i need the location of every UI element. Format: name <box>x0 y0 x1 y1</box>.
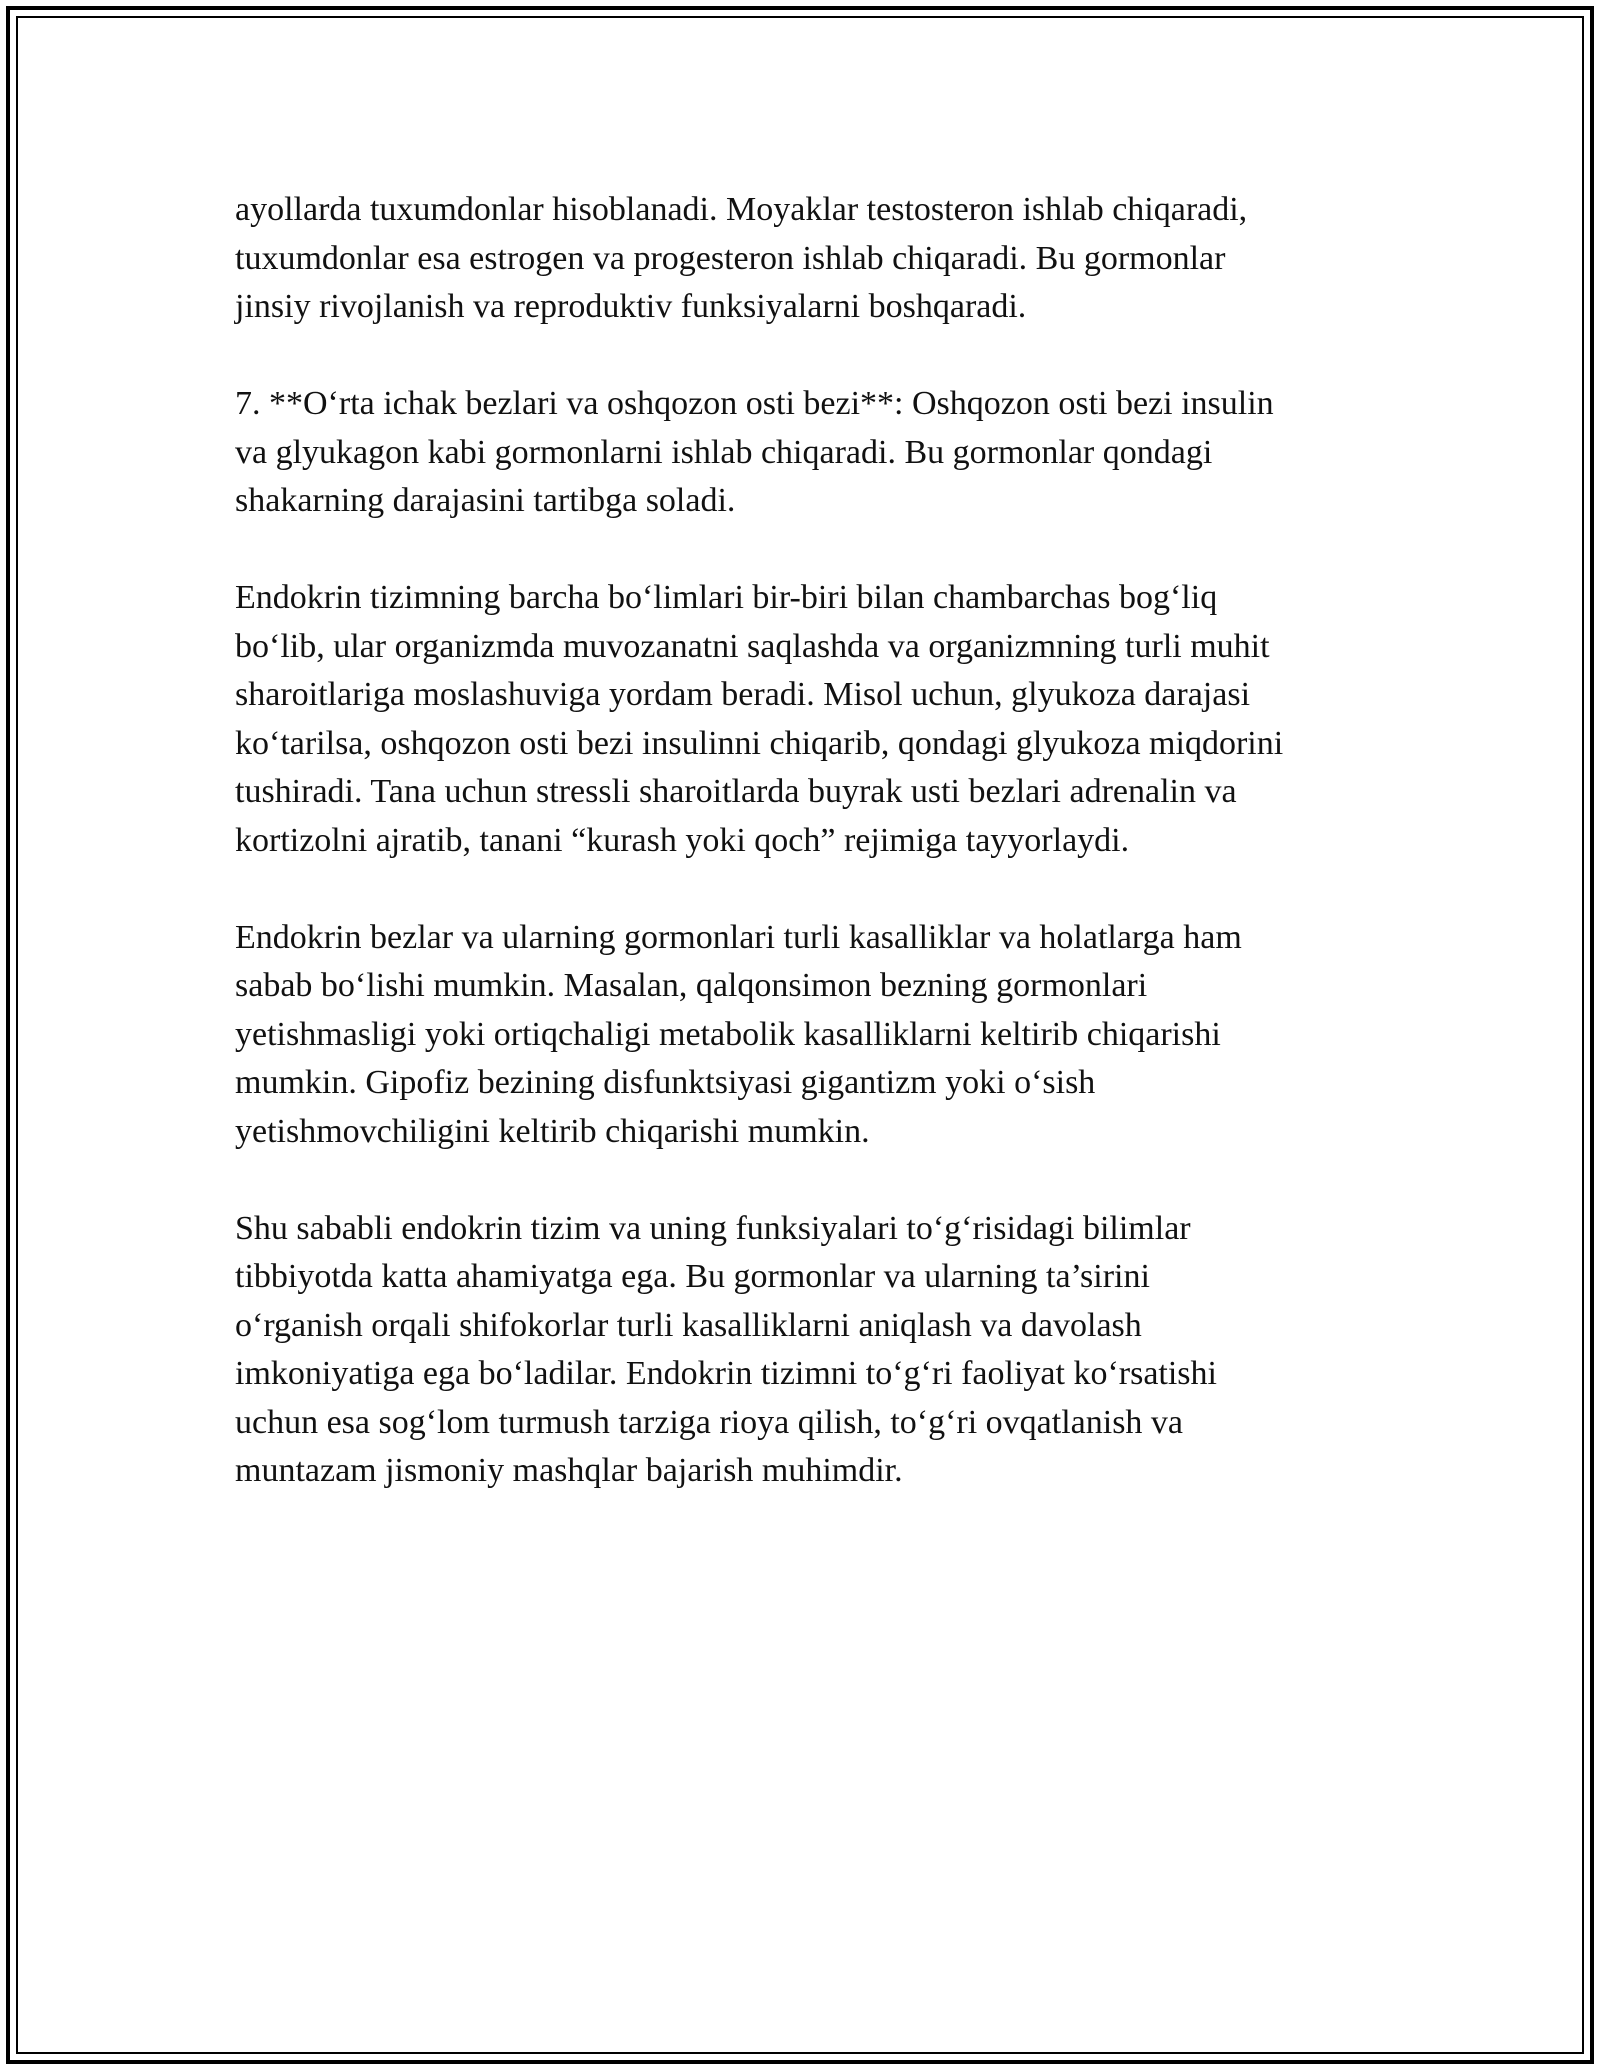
paragraph-ovaries-hormones: ayollarda tuxumdonlar hisoblanadi. Moyaklar testosteron ishlab chiqaradi, tuxumdonlar esa estrogen va progesteron ishlab chiqaradi. Bu gormonlar jinsiy rivojlanish va reproduktiv funksiyalarni boshqaradi. <box>235 191 1248 325</box>
document-body <box>235 186 1385 1544</box>
paragraph-diseases: Endokrin bezlar va ularning gormonlari turli kasalliklar va holatlarga ham sabab bo‘lishi mumkin. Masalan, qalqonsimon bezning gormonlari yetishmasligi yoki ortiqchaligi metabolik kasalliklarni keltirib chiqarishi mumkin. Gipofiz bezining disfunktsiyasi gigantizm yoki o‘sish yetishmovchiligini keltirib chiqarishi mumkin. <box>235 918 1242 1150</box>
paragraph-conclusion: Shu sababli endokrin tizim va uning funksiyalari to‘g‘risidagi bilimlar tibbiyotda katta ahamiyatga ega. Bu gormonlar va ularning ta’sirini o‘rganish orqali shifokorlar turli kasalliklarni aniqlash va davolash imkoniyatiga ega bo‘ladilar. Endokrin tizimni to‘g‘ri faoliyat ko‘rsatishi uchun esa sog‘lom turmush tarziga rioya qilish, to‘g‘ri ovqatlanish va muntazam jismoniy mashqlar bajarish muhimdir. <box>235 1209 1217 1489</box>
paragraph-system-balance: Endokrin tizimning barcha bo‘limlari bir-biri bilan chambarchas bog‘liq bo‘lib, ular organizmda muvozanatni saqlashda va organizmning turli muhit sharoitlariga moslashuviga yordam beradi. Misol uchun, glyukoza darajasi ko‘tarilsa, oshqozon osti bezi insulinni chiqarib, qondagi glyukoza miqdorini tushiradi. Tana uchun stressli sharoitlarda buyrak usti bezlari adrenalin va kortizolni ajratib, tanani “kurash yoki qoch” rejimiga tayyorlaydi. <box>235 579 1284 859</box>
paragraph-pancreas: 7. **O‘rta ichak bezlari va oshqozon osti bezi**: Oshqozon osti bezi insulin va glyukagon kabi gormonlarni ishlab chiqaradi. Bu gormonlar qondagi shakarning darajasini tartibga soladi. <box>235 385 1274 519</box>
